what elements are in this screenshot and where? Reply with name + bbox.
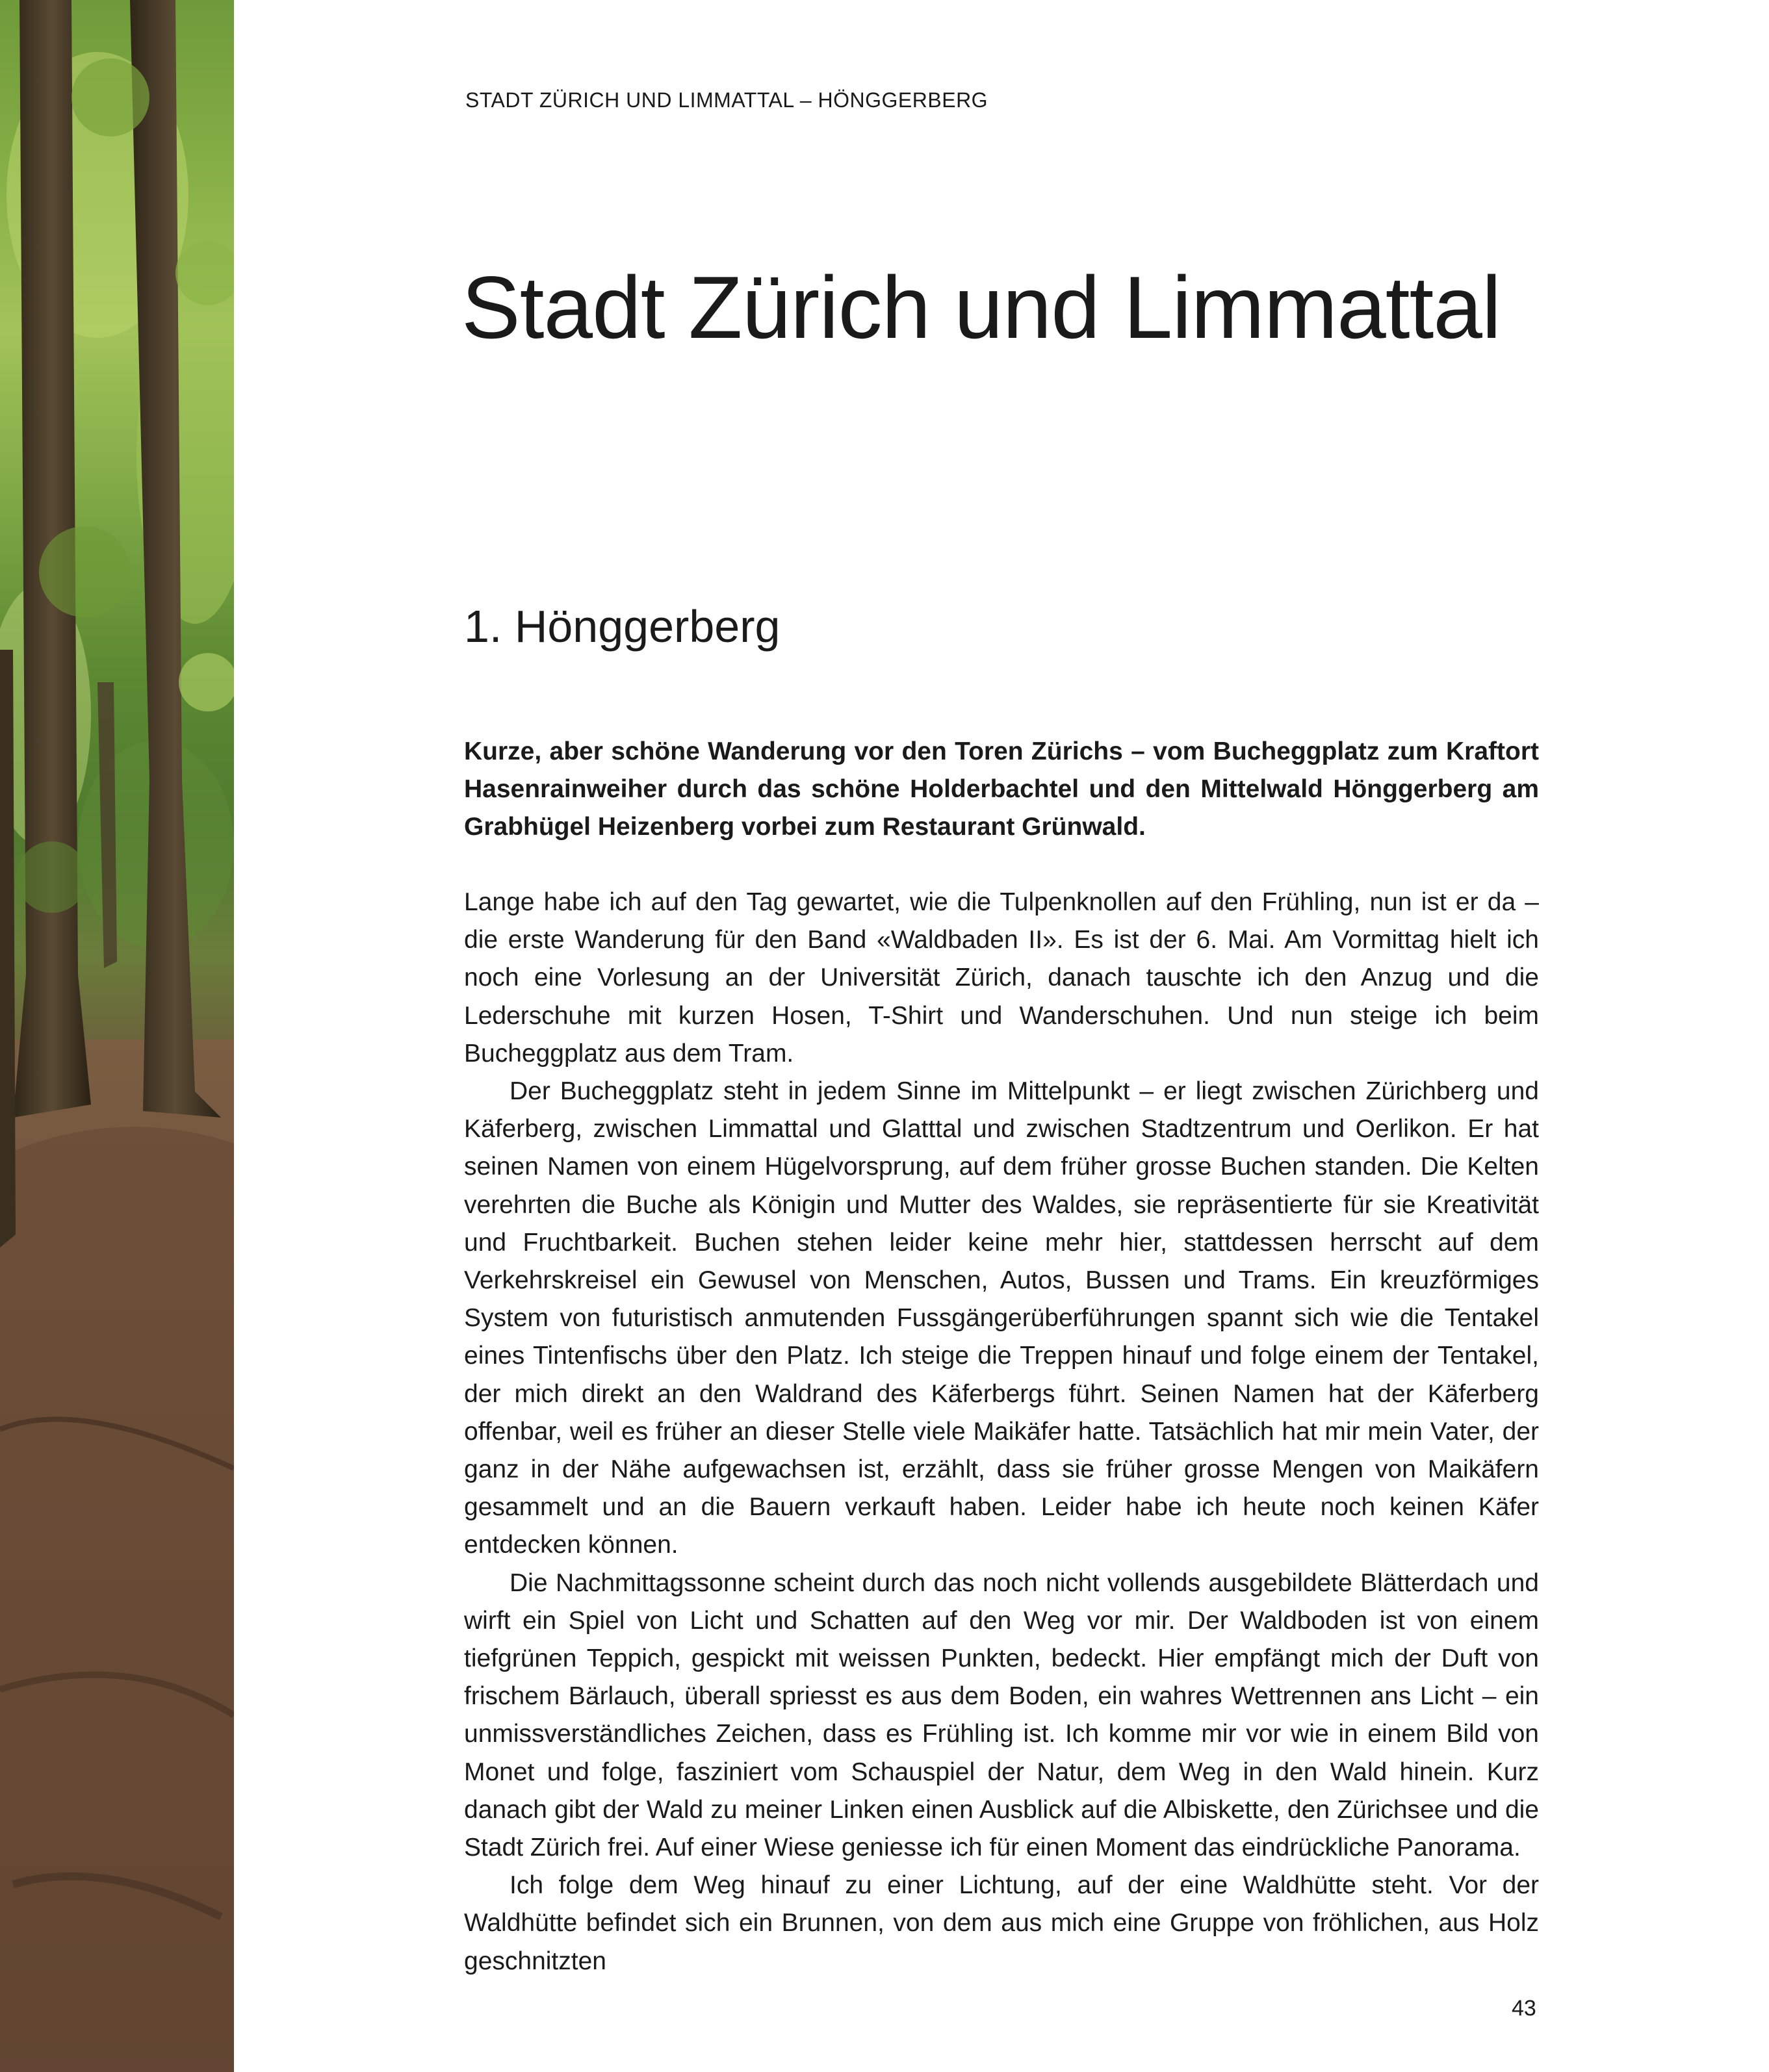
page-number: 43 xyxy=(1512,1996,1536,2021)
paragraph-1: Lange habe ich auf den Tag gewartet, wie die Tulpenknollen auf den Frühling, nun ist er da – die erste Wanderung für den Band «Waldbaden II». Es ist der 6. Mai. Am Vormittag hielt ich noch eine Vorlesung an der Universität Zürich, danach tauschte ich den Anzug und die Lederschuhe mit kurzen Hosen, T-Shirt und Wanderschuhen. Und nun steige ich beim Bucheggplatz aus dem Tram. xyxy=(464,888,1539,1068)
running-head: STADT ZÜRICH UND LIMMATTAL – HÖNGGERBERG xyxy=(465,88,988,112)
lead-paragraph: Kurze, aber schöne Wanderung vor den Toren Zürichs – vom Bucheggplatz zum Kraftort Hasenrainweiher durch das schöne Holderbachtel und den Mittelwald Hönggerberg am Grabhügel Heizenberg vorbei zum Restaurant Grünwald. xyxy=(464,737,1539,841)
section-title: 1. Hönggerberg xyxy=(464,601,781,652)
paragraph-2: Der Bucheggplatz steht in jedem Sinne im Mittelpunkt – er liegt zwischen Zürichberg und Käferberg, zwischen Limmattal und Glatttal und zwischen Stadtzentrum und Oerlikon. Er hat seinen Namen von einem Hügelvorsprung, auf dem früher grosse Buchen standen. Die Kelten verehrten die Buche als Königin und Mutter des Waldes, sie repräsentierte für sie Kreativität und Fruchtbarkeit. Buchen stehen leider keine mehr hier, stattdessen herrscht auf dem Verkehrskreisel ein Gewusel von Menschen, Autos, Bussen und Trams. Ein kreuzförmiges System von futuristisch anmutenden Fussgängerüberführungen spannt sich wie die Tentakel eines Tintenfischs über den Platz. Ich steige die Treppen hinauf und folge einem der Tentakel, der mich direkt an den Waldrand des Käferbergs führt. Seinen Namen hat der Käferberg offenbar, weil es früher an dieser Stelle viele Maikäfer hatte. Tatsächlich hat mir mein Vater, der ganz in der Nähe aufgewachsen ist, erzählt, dass sie früher grosse Mengen von Maikäfern gesammelt und an die Bauern verkauft haben. Leider habe ich heute noch keinen Käfer entdecken können. xyxy=(464,1077,1539,1559)
forest-illustration xyxy=(0,0,234,2072)
paragraph-3: Die Nachmittagssonne scheint durch das noch nicht vollends ausgebildete Blätterdach und wirft ein Spiel von Licht und Schatten auf den Weg vor mir. Der Waldboden ist von einem tiefgrünen Teppich, gespickt mit weissen Punkten, bedeckt. Hier empfängt mich der Duft von frischem Bärlauch, überall spriesst es aus dem Boden, ein wahres Wettrennen ans Licht – ein unmissverständliches Zeichen, dass es Frühling ist. Ich komme mir vor wie in einem Bild von Monet und folge, fasziniert vom Schauspiel der Natur, dem Weg in den Wald hinein. Kurz danach gibt der Wald zu meiner Linken einen Ausblick auf die Albiskette, den Zürichsee und die Stadt Zürich frei. Auf einer Wiese geniesse ich für einen Moment das eindrückliche Panorama. xyxy=(464,1568,1539,1862)
forest-photo xyxy=(0,0,234,2072)
paragraph-4: Ich folge dem Weg hinauf zu einer Lichtung, auf der eine Waldhütte steht. Vor der Waldhütte befindet sich ein Brunnen, von dem aus mich eine Gruppe von fröhlichen, aus Holz geschnitzten xyxy=(464,1871,1539,1975)
body-text xyxy=(464,884,1539,1980)
chapter-title: Stadt Zürich und Limmattal xyxy=(461,258,1501,357)
